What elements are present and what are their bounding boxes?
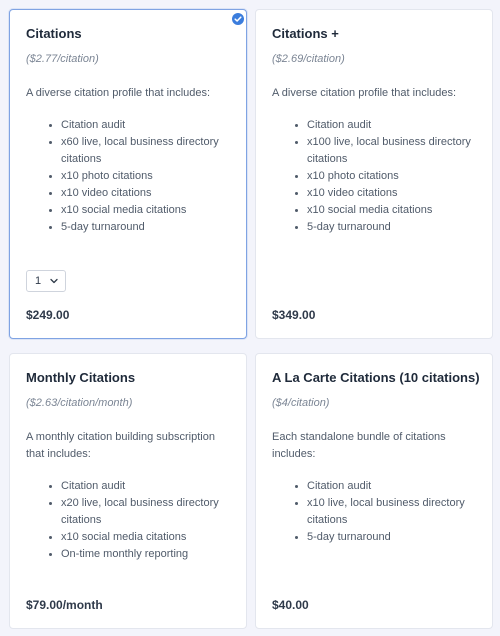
feature-item: x10 social media citations	[61, 202, 261, 219]
feature-item: x10 photo citations	[307, 168, 500, 185]
feature-item: Citation audit	[307, 117, 500, 134]
plan-title: Citations	[26, 26, 82, 41]
plan-rate: ($2.77/citation)	[26, 53, 99, 65]
feature-item: On-time monthly reporting	[61, 546, 261, 563]
feature-item: x10 live, local business directory citations	[307, 495, 500, 529]
quantity-value: 1	[35, 275, 42, 287]
chevron-down-icon	[50, 277, 58, 285]
feature-item: x100 live, local business directory citations	[307, 134, 500, 168]
plan-price: $349.00	[272, 308, 316, 322]
plan-card-monthly-citations[interactable]	[9, 353, 247, 629]
plan-rate: ($2.63/citation/month)	[26, 397, 133, 409]
plan-card-a-la-carte-citations[interactable]	[255, 353, 493, 629]
plan-rate: ($2.69/citation)	[272, 53, 345, 65]
plan-card-citations-plus[interactable]	[255, 9, 493, 339]
feature-list	[272, 478, 500, 546]
plan-rate: ($4/citation)	[272, 397, 330, 409]
feature-item: Citation audit	[61, 117, 261, 134]
feature-item: 5-day turnaround	[61, 219, 261, 236]
feature-item: x10 photo citations	[61, 168, 261, 185]
plan-price: $40.00	[272, 598, 309, 612]
feature-item: Citation audit	[307, 478, 500, 495]
feature-list	[272, 117, 500, 236]
feature-item: 5-day turnaround	[307, 529, 500, 546]
plan-description: A diverse citation profile that includes:	[26, 87, 211, 99]
feature-item: Citation audit	[61, 478, 261, 495]
feature-item: x10 video citations	[307, 185, 500, 202]
quantity-select[interactable]	[26, 270, 66, 292]
plan-description: Each standalone bundle of citations includes:	[272, 431, 446, 460]
plan-description: A diverse citation profile that includes:	[272, 87, 457, 99]
plan-title: A La Carte Citations (10 citations)	[272, 370, 480, 385]
plan-card-citations[interactable]	[9, 9, 247, 339]
plan-description: A monthly citation building subscription that includes:	[26, 431, 215, 460]
plan-price: $79.00/month	[26, 598, 103, 612]
check-circle-icon	[232, 13, 244, 25]
feature-item: x10 social media citations	[61, 529, 261, 546]
plan-title: Citations +	[272, 26, 339, 41]
feature-list	[26, 117, 261, 236]
feature-item: x10 video citations	[61, 185, 261, 202]
feature-item: 5-day turnaround	[307, 219, 500, 236]
feature-list	[26, 478, 261, 563]
feature-item: x10 social media citations	[307, 202, 500, 219]
feature-item: x20 live, local business directory citations	[61, 495, 261, 529]
feature-item: x60 live, local business directory citations	[61, 134, 261, 168]
plan-title: Monthly Citations	[26, 370, 136, 385]
plan-price: $249.00	[26, 308, 70, 322]
